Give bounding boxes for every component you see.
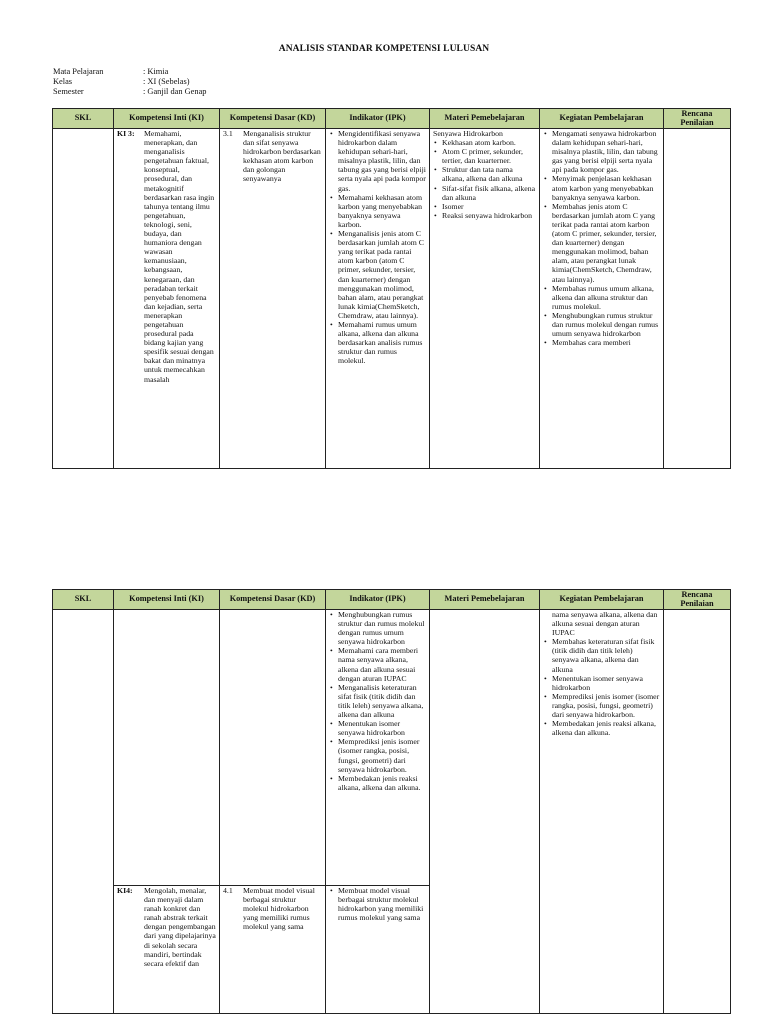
kd-text: Membuat model visual berbagai struktur molekul hidrokarbon yang memiliki rumus molekul yang sama <box>243 886 315 932</box>
header-kegiatan: Kegiatan Pembelajaran <box>540 109 664 129</box>
cell-ki <box>114 129 220 469</box>
skl-table-page-2 <box>52 589 731 1014</box>
header-skl: SKL <box>53 590 114 610</box>
kegiatan-continued: nama senyawa alkana, alkena dan alkuna sesuai dengan aturan IUPAC <box>552 610 658 638</box>
cell-kegiatan <box>540 610 664 1014</box>
ki-code: KI4: <box>117 886 133 895</box>
header-materi: Materi Pemebelajaran <box>430 109 540 129</box>
list-item: • Menyimak penjelasan kekhasan atom karbon yang menyebabkan banyaknya senyawa karbon. <box>543 174 660 201</box>
header-indikator: Indikator (IPK) <box>326 109 430 129</box>
cell-kd <box>220 610 326 886</box>
header-penilaian: Rencana Penilaian <box>664 109 731 129</box>
cell-kegiatan <box>540 129 664 469</box>
cell-kd <box>220 129 326 469</box>
meta-value: : Kimia <box>143 67 169 76</box>
cell-indikator <box>326 610 430 886</box>
document-title: ANALISIS STANDAR KOMPETENSI LULUSAN <box>278 44 490 54</box>
list-item: • Kekhasan atom karbon. <box>433 138 536 147</box>
cell-materi <box>430 610 540 1014</box>
list-item: • Mengidentifikasi senyawa hidrokarbon dalam kehidupan sehari-hari, misalnya plastik, lilin, dan tabung gas yang berisi elpiji serta nyala api pada kompor gas. <box>329 129 426 193</box>
kd-number: 4.1 <box>223 886 233 895</box>
list-item: • Isomer <box>433 202 536 211</box>
ki-text: Memahami, menerapkan, dan menganalisis pengetahuan faktual, konseptual, prosedural, dan metakognitif berdasarkan rasa ingin tahunya tentang ilmu pengetahuan, teknologi, seni, budaya, dan humaniora dengan wawasan kemanusiaan, kebangsaan, kenegaraan, dan peradaban terkait penyebab fenomena dan kejadian, serta menerapkan pengetahuan prosedural pada bidang kajian yang spesifik sesuai dengan bakat dan minatnya untuk memecahkan masalah <box>144 129 215 384</box>
meta-row-semester <box>53 87 207 97</box>
header-kd: Kompetensi Dasar (KD) <box>220 590 326 610</box>
header-penilaian: Rencana Penilaian <box>664 590 731 610</box>
list-item: • Membahas jenis atom C berdasarkan jumlah atom C yang terikat pada rantai atom karbon (atom C primer, sekunder, tersier, dan kuarterner) dengan menggunakan molimod, bahan alam, atau perangkat lunak kimia(ChemSketch, Chemdraw, atau lainnya). <box>543 202 660 284</box>
table-header-row <box>53 590 731 610</box>
list-item: • Membedakan jenis reaksi alkana, alkena dan alkuna. <box>329 774 426 792</box>
kd-number: 3.1 <box>223 129 233 138</box>
list-item: • Menentukan isomer senyawa hidrokarbon <box>329 719 426 737</box>
list-item: • Memprediksi jenis isomer (isomer rangka, posisi, fungsi, geometri) dari senyawa hidrokarbon. <box>329 737 426 773</box>
list-item: • Menganalisis jenis atom C berdasarkan jumlah atom C yang terikat pada rantai atom karbon (atom C primer, sekunder, tersier, dan kuarterner) dengan menggunakan molimod, bahan alam, atau perangkat lunak kimia(ChemSketch, Chemdraw, atau lainnya). <box>329 229 426 320</box>
table-row <box>53 610 731 886</box>
list-item: • Memahami rumus umum alkana, alkena dan alkuna berdasarkan analisis rumus struktur dan rumus molekul. <box>329 320 426 365</box>
list-item: • Mengamati senyawa hidrokarbon dalam kehidupan sehari-hari, misalnya plastik, lilin, dan tabung gas yang berisi elpiji serta nyala api pada kompor gas. <box>543 129 660 174</box>
table-header-row <box>53 109 731 129</box>
meta-row-kelas <box>53 77 207 87</box>
header-ki: Kompetensi Inti (KI) <box>114 590 220 610</box>
list-item: • Sifat-sifat fisik alkana, alkena dan alkuna <box>433 184 536 202</box>
cell-penilaian <box>664 610 731 1014</box>
list-item: • Membahas keteraturan sifat fisik (titik didih dan titik leleh) senyawa alkana, alkena dan alkuna <box>543 637 660 673</box>
document-meta <box>53 67 207 96</box>
list-item: • Memprediksi jenis isomer (isomer rangka, posisi, fungsi, geometri) dari senyawa hidrokarbon. <box>543 692 660 719</box>
meta-label: Mata Pelajaran <box>53 67 104 76</box>
cell-ki <box>114 610 220 886</box>
list-item: • Menganalisis keteraturan sifat fisik (titik didih dan titik leleh) senyawa alkana, alkena dan alkuna <box>329 683 426 719</box>
list-item: • Memahami kekhasan atom karbon yang menyebabkan banyaknya senyawa karbon. <box>329 193 426 229</box>
table-row <box>53 129 731 469</box>
list-item: • Menentukan isomer senyawa hidrokarbon <box>543 674 660 692</box>
skl-table-page-1 <box>52 108 731 469</box>
list-item: • Membedakan jenis reaksi alkana, alkena dan alkuna. <box>543 719 660 737</box>
list-item: • Memahami cara memberi nama senyawa alkana, alkena dan alkuna sesuai dengan aturan IUPAC <box>329 646 426 682</box>
header-kegiatan: Kegiatan Pembelajaran <box>540 590 664 610</box>
kd-text: Menganalisis struktur dan sifat senyawa hidrokarbon berdasarkan kekhasan atom karbon dan golongan senyawanya <box>243 129 321 184</box>
list-item: • Menghubungkan rumus struktur dan rumus molekul dengan rumus umum senyawa hidrokarbon <box>543 311 660 338</box>
cell-indikator <box>326 886 430 1014</box>
list-item: • Menghubungkan rumus struktur dan rumus molekul dengan rumus umum senyawa hidrokarbon <box>329 610 426 646</box>
header-skl: SKL <box>53 109 114 129</box>
meta-label: Kelas <box>53 76 73 86</box>
cell-kd <box>220 886 326 1014</box>
ki-text: Mengolah, menalar, dan menyaji dalam ranah konkret dan ranah abstrak terkait dengan pengembangan dari yang dipelajarinya di sekolah secara mandiri, bertindak secara efektif dan <box>144 886 216 968</box>
list-item: • Membahas cara memberi <box>543 338 660 347</box>
list-item: • Struktur dan tata nama alkana, alkena dan alkuna <box>433 165 536 183</box>
meta-value: : Ganjil dan Genap <box>143 86 207 96</box>
header-kd: Kompetensi Dasar (KD) <box>220 109 326 129</box>
list-item: • Membuat model visual berbagai struktur molekul hidrokarbon yang memiliki rumus molekul yang sama <box>329 886 426 922</box>
header-ki: Kompetensi Inti (KI) <box>114 109 220 129</box>
cell-skl <box>53 610 114 1014</box>
header-materi: Materi Pemebelajaran <box>430 590 540 610</box>
cell-penilaian <box>664 129 731 469</box>
cell-ki <box>114 886 220 1014</box>
cell-skl <box>53 129 114 469</box>
cell-materi <box>430 129 540 469</box>
materi-title: Senyawa Hidrokarbon <box>433 129 503 138</box>
meta-row-mapel <box>53 67 207 77</box>
meta-value: : XI (Sebelas) <box>143 76 190 86</box>
list-item: • Membahas rumus umum alkana, alkena dan alkuna struktur dan rumus molekul. <box>543 284 660 311</box>
list-item: • Reaksi senyawa hidrokarbon <box>433 211 536 220</box>
list-item: • Atom C primer, sekunder, tertier, dan kuarterner. <box>433 147 536 165</box>
ki-code: KI 3: <box>117 129 135 138</box>
header-indikator: Indikator (IPK) <box>326 590 430 610</box>
meta-label: Semester <box>53 86 84 96</box>
cell-indikator <box>326 129 430 469</box>
